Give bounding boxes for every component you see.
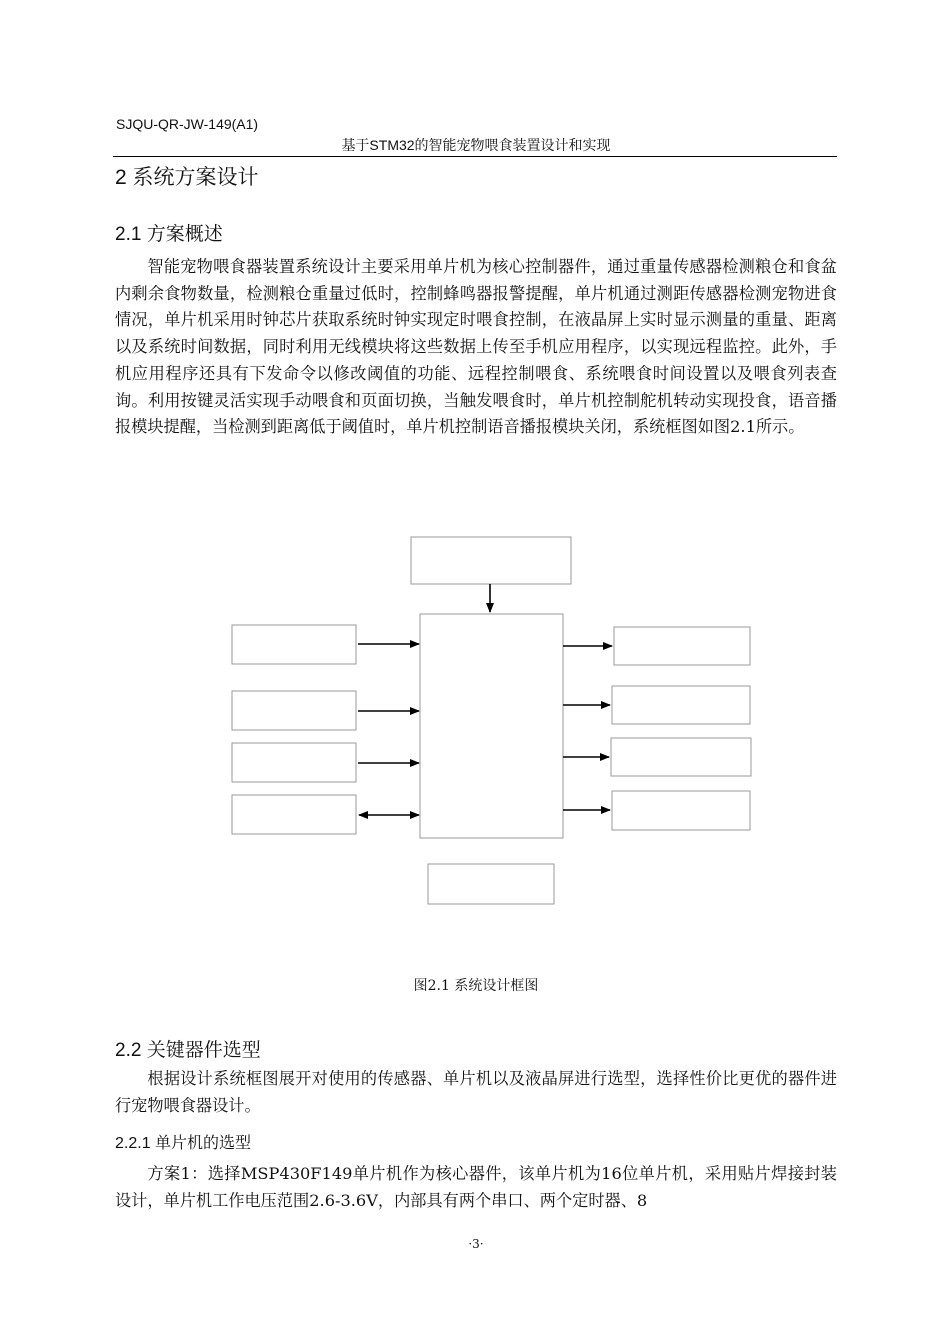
document-code: SJQU-QR-JW-149(A1) (116, 116, 259, 132)
section-2-1-paragraph: 智能宠物喂食器装置系统设计主要采用单片机为核心控制器件，通过重量传感器检测粮仓和食盆内剩余食物数量，检测粮仓重量过低时，控制蜂鸣器报警提醒，单片机通过测距传感器检测宠物进食情况，单片机采用时钟芯片获取系统时钟实现定时喂食控制，在液晶屏上实时显示测量的重量、距离以及系统时间数据，同时利用无线模块将这些数据上传至手机应用程序，以实现远程监控。此外，手机应用程序还具有下发命令以修改阈值的功能、远程控制喂食、系统喂食时间设置以及喂食列表查询。利用按键灵活实现手动喂食和页面切换，当触发喂食时，单片机控制舵机转动实现投食，语音播报模块提醒，当检测到距离低于阈值时，单片机控制语音播报模块关闭，系统框图如图2.1所示。 (115, 257, 837, 437)
diagram-block-left-1 (232, 625, 356, 664)
diagram-block-left-2 (232, 691, 356, 730)
diagram-block-right-1 (614, 627, 750, 665)
diagram-block-left-4 (232, 795, 356, 834)
diagram-block-left-3 (232, 743, 356, 782)
section-2-2-1-paragraph: 方案1：选择MSP430F149单片机作为核心器件，该单片机为16位单片机，采用贴片焊接封装设计，单片机工作电压范围2.6-3.6V，内部具有两个串口、两个定时器、8 (115, 1164, 837, 1210)
diagram-block-top (411, 537, 571, 584)
chapter-title: 2 系统方案设计 (115, 166, 259, 189)
section-2-1-title: 2.1 方案概述 (115, 224, 223, 245)
diagram-block-center (420, 614, 563, 838)
section-2-2-1-title: 2.2.1 单片机的选型 (115, 1135, 252, 1152)
page-number: ·3· (468, 1237, 484, 1251)
running-title: 基于STM32的智能宠物喂食装置设计和实现 (341, 137, 611, 153)
diagram-block-right-4 (612, 791, 750, 830)
diagram-block-right-3 (611, 738, 751, 776)
section-2-2-title: 2.2 关键器件选型 (115, 1040, 261, 1061)
diagram-block-right-2 (612, 686, 750, 724)
figure-caption: 图2.1 系统设计框图 (413, 978, 539, 994)
section-2-2-paragraph: 根据设计系统框图展开对使用的传感器、单片机以及液晶屏进行选型，选择性价比更优的器件进行宠物喂食器设计。 (115, 1069, 837, 1115)
diagram-block-bottom (428, 864, 554, 904)
